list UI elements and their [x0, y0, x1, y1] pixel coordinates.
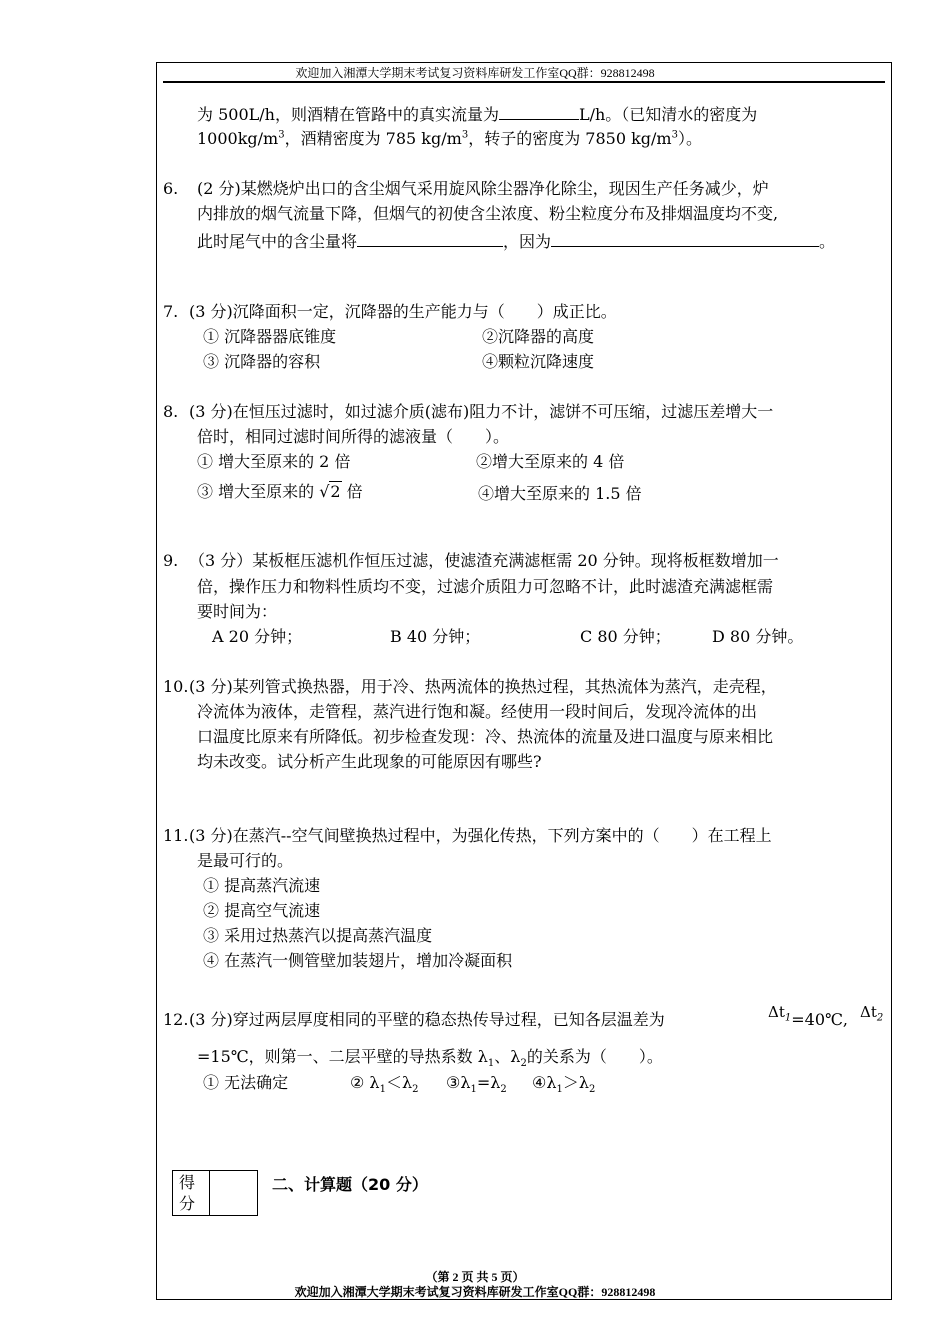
q9-option-d: D 80 分钟。 — [712, 627, 804, 646]
q10-line-4: 均未改变。试分析产生此现象的可能原因有哪些? — [197, 752, 542, 771]
q5-line-1: 为 500L/h，则酒精在管路中的真实流量为 L/h。（已知清水的密度为 — [197, 105, 758, 124]
q8-option-3: ③ 增大至原来的 √2 倍 — [197, 482, 363, 501]
q12-line-2: =15℃，则第一、二层平壁的导热系数 $\lambda_1$、$\lambda_2$的关系为（ ）。 — [197, 1047, 663, 1070]
q11-option-3: ③ 采用过热蒸汽以提高蒸汽温度 — [203, 926, 433, 945]
q8-line-2: 倍时，相同过滤时间所得的滤液量（ ）。 — [197, 427, 510, 446]
q8-option-4: ④增大至原来的 1.5 倍 — [478, 484, 642, 503]
answer-blank[interactable] — [499, 103, 579, 120]
q8-option-1: ① 增大至原来的 2 倍 — [197, 452, 351, 471]
q10-number: 10. — [163, 677, 189, 696]
q6-number: 6. — [163, 179, 179, 198]
q12-option-4: $④\lambda_1>\lambda_2$ — [532, 1073, 596, 1096]
q12-option-1: ① 无法确定 — [203, 1073, 289, 1092]
q9-option-c: C 80 分钟； — [580, 627, 671, 646]
page-header: 欢迎加入湘潭大学期末考试复习资料库研发工作室QQ群：928812498 — [295, 66, 655, 80]
header-rule — [163, 81, 885, 83]
q7-option-2: ②沉降器的高度 — [482, 327, 595, 346]
section-2-title: 二、计算题（20 分） — [272, 1175, 428, 1194]
q12-line-1: (3 分)穿过两层厚度相同的平壁的稳态热传导过程，已知各层温差为 — [189, 1010, 665, 1029]
q8-option-2: ②增大至原来的 4 倍 — [476, 452, 625, 471]
q11-option-1: ① 提高蒸汽流速 — [203, 876, 321, 895]
score-label-top: 得 — [179, 1173, 196, 1192]
q9-line-3: 要时间为： — [197, 602, 278, 621]
q7-option-3: ③ 沉降器的容积 — [203, 352, 321, 371]
q6-line-2: 内排放的烟气流量下降，但烟气的初使含尘浓度、粉尘粒度分布及排烟温度均不变, — [197, 204, 779, 223]
q8-number: 8. — [163, 402, 179, 421]
q12-option-3: $③\lambda_1=\lambda_2$ — [446, 1073, 507, 1096]
q11-option-2: ② 提高空气流速 — [203, 901, 321, 920]
q5-line-2: $1000kg/m^3$，酒精密度为 785 $kg/m^3$，转子的密度为 7850 $kg/m^3$）。 — [197, 129, 702, 148]
page-number: （第 2 页 共 5 页） — [425, 1270, 525, 1284]
q9-option-b: B 40 分钟； — [390, 627, 481, 646]
q7-option-1: ① 沉降器器底锥度 — [203, 327, 337, 346]
q11-option-4: ④ 在蒸汽一侧管壁加装翅片，增加冷凝面积 — [203, 951, 513, 970]
answer-blank[interactable] — [357, 230, 503, 247]
q7-option-4: ④颗粒沉降速度 — [482, 352, 595, 371]
q12-number: 12. — [163, 1010, 189, 1029]
answer-blank[interactable] — [551, 230, 819, 247]
q6-line-1: (2 分)某燃烧炉出口的含尘烟气采用旋风除尘器净化除尘，现因生产任务减少，炉 — [197, 179, 769, 198]
q10-line-1: (3 分)某列管式换热器，用于冷、热两流体的换热过程，其热流体为蒸汽，走壳程， — [189, 677, 777, 696]
q7-line-1: (3 分)沉降面积一定，沉降器的生产能力与（ ）成正比。 — [189, 302, 617, 321]
page-footer: 欢迎加入湘潭大学期末考试复习资料库研发工作室QQ群：928812498 — [294, 1285, 656, 1299]
q12-delta-t2: $\Delta t_2$ — [860, 1003, 884, 1024]
q11-line-2: 是最可行的。 — [197, 851, 294, 870]
q8-line-1: (3 分)在恒压过滤时，如过滤介质(滤布)阻力不计，滤饼不可压缩，过滤压差增大一 — [189, 402, 774, 421]
q11-line-1: (3 分)在蒸汽--空气间壁换热过程中，为强化传热，下列方案中的（ ）在工程上 — [189, 826, 772, 845]
q9-line-2: 倍，操作压力和物料性质均不变，过滤介质阻力可忽略不计，此时滤渣充满滤框需 — [197, 577, 774, 596]
q9-line-1: （3 分）某板框压滤机作恒压过滤，使滤渣充满滤框需 20 分钟。现将板框数增加一 — [189, 551, 779, 570]
score-box — [172, 1170, 258, 1216]
q9-number: 9. — [163, 551, 179, 570]
q10-line-3: 口温度比原来有所降低。初步检查发现：冷、热流体的流量及进口温度与原来相比 — [197, 727, 774, 746]
score-label-bottom: 分 — [179, 1194, 196, 1213]
q9-option-a: A 20 分钟； — [212, 627, 303, 646]
q7-number: 7. — [163, 302, 179, 321]
q6-line-3: 此时尾气中的含尘量将 ，因为 。 — [197, 232, 836, 251]
score-box-divider — [209, 1171, 210, 1215]
q12-delta-t1: $\Delta t_1=40℃$, — [768, 1003, 848, 1029]
q10-line-2: 冷流体为液体，走管程，蒸汽进行饱和凝。经使用一段时间后，发现冷流体的出 — [197, 702, 758, 721]
q11-number: 11. — [163, 826, 189, 845]
sqrt-symbol: √2 — [319, 482, 341, 501]
q12-option-2: ② $\lambda_1<\lambda_2$ — [350, 1073, 419, 1096]
